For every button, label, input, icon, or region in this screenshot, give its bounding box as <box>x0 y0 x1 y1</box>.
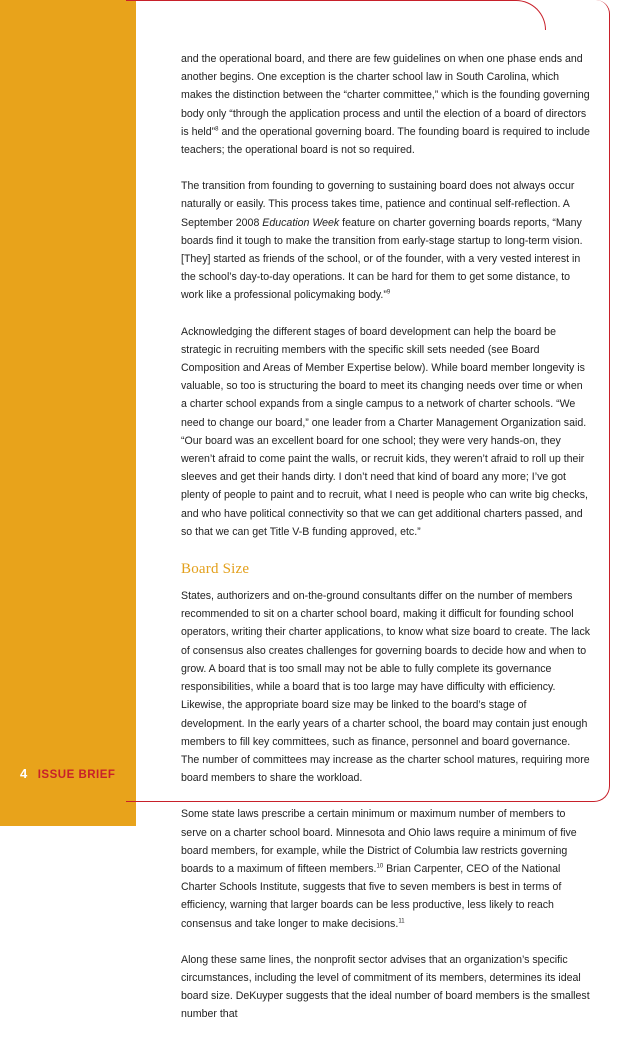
page-number: 4 <box>20 766 28 781</box>
paragraph-1: and the operational board, and there are few guidelines on when one phase ends and another begins. One exception is the charter school law in South Carolina, which makes the distinction between the “charter committee,” which is the founding governing body only “through the application process and until the election of a board of directors is held”$^8$ and the operational governing board. The founding board is required to include teachers; the operational board is not so required. <box>181 53 590 157</box>
footnote-ref: 11 <box>398 918 405 924</box>
page-footer <box>20 766 115 781</box>
footnote-ref: 10 <box>376 863 384 870</box>
footer-label: ISSUE BRIEF <box>37 769 116 781</box>
publication-title: Education Week <box>262 216 340 229</box>
paragraph-6: Along these same lines, the nonprofit sector advises that an organization’s specific circumstances, including the level of commitment of its members, determines its ideal board size. DeKuyper suggests that the ideal number of board members is the smallest number that <box>181 953 590 1021</box>
article-body <box>181 50 591 1042</box>
section-heading: Board Size <box>181 561 250 578</box>
paragraph-5: Some state laws prescribe a certain minimum or maximum number of members to serve on a charter school board. Minnesota and Ohio laws require a minimum of five board members, for example, while the District of Columbia law restricts governing boards to a maximum of fifteen members.$^{10}$ Brian Carpenter, CEO of the National Charter Schools Institute, suggests that five to seven members is best in terms of efficiency, warning that larger boards can be less productive, less likely to reach consensus and take longer to make decisions.$^{11}$ <box>181 808 577 930</box>
paragraph-2: The transition from founding to governing to sustaining board does not always occur naturally or easily. This process takes time, patience and continual self-reflection. A September 2008 Education Week feature on charter governing boards reports, “Many boards find it tough to make the transition from early-stage startup to long-term vision. [They] started as friends of the school, or of the founder, with a very vested interest in the school’s day-to-day operations. It can be hard for them to get some distance, to work like a professional policymaking body.”$^9$ <box>181 180 583 302</box>
paragraph-3: Acknowledging the different stages of board development can help the board be strategic in recruiting members with the specific skill sets needed (see Board Composition and Areas of Member Expertise below). While board member longevity is valuable, so too is structuring the board to meet its changing needs over time or when a charter school expands from a single campus to a network of charter schools. “We need to change our board,” one leader from a Charter Management Organization said. “Our board was an excellent board for one school; they were very hands-on, they weren’t afraid to come paint the walls, or recruit kids, they weren’t afraid to roll up their sleeves and get their hands dirty. I don’t need that kind of board any more; I’ve got plenty of people to paint and to recruit, what I need is people who can write big checks, and who have political connectivity so that we can get additional charters passed, and so that we can get Title V-B funding approved, etc.” <box>181 325 588 538</box>
gold-sidebar-band <box>0 0 136 826</box>
paragraph-4: States, authorizers and on-the-ground consultants differ on the number of members recommended to sit on a charter school board, making it difficult for founding school operators, writing their charter applications, to know what size board to create. The lack of consensus also creates challenges for governing boards to decide how and when to grow. A board that is too small may not be able to fully complete its governance responsibilities, while a board that is too large may have difficulty with efficiency. Likewise, the appropriate board size may be linked to the board’s stage of development. In the early years of a charter school, the board may contain just enough members to fill key committees, such as finance, personnel and board governance. The number of committees may increase as the charter school matures, requiring more board members to share the workload. <box>181 590 591 785</box>
footnote-ref: 9 <box>386 289 391 296</box>
footnote-ref: 8 <box>215 126 219 133</box>
